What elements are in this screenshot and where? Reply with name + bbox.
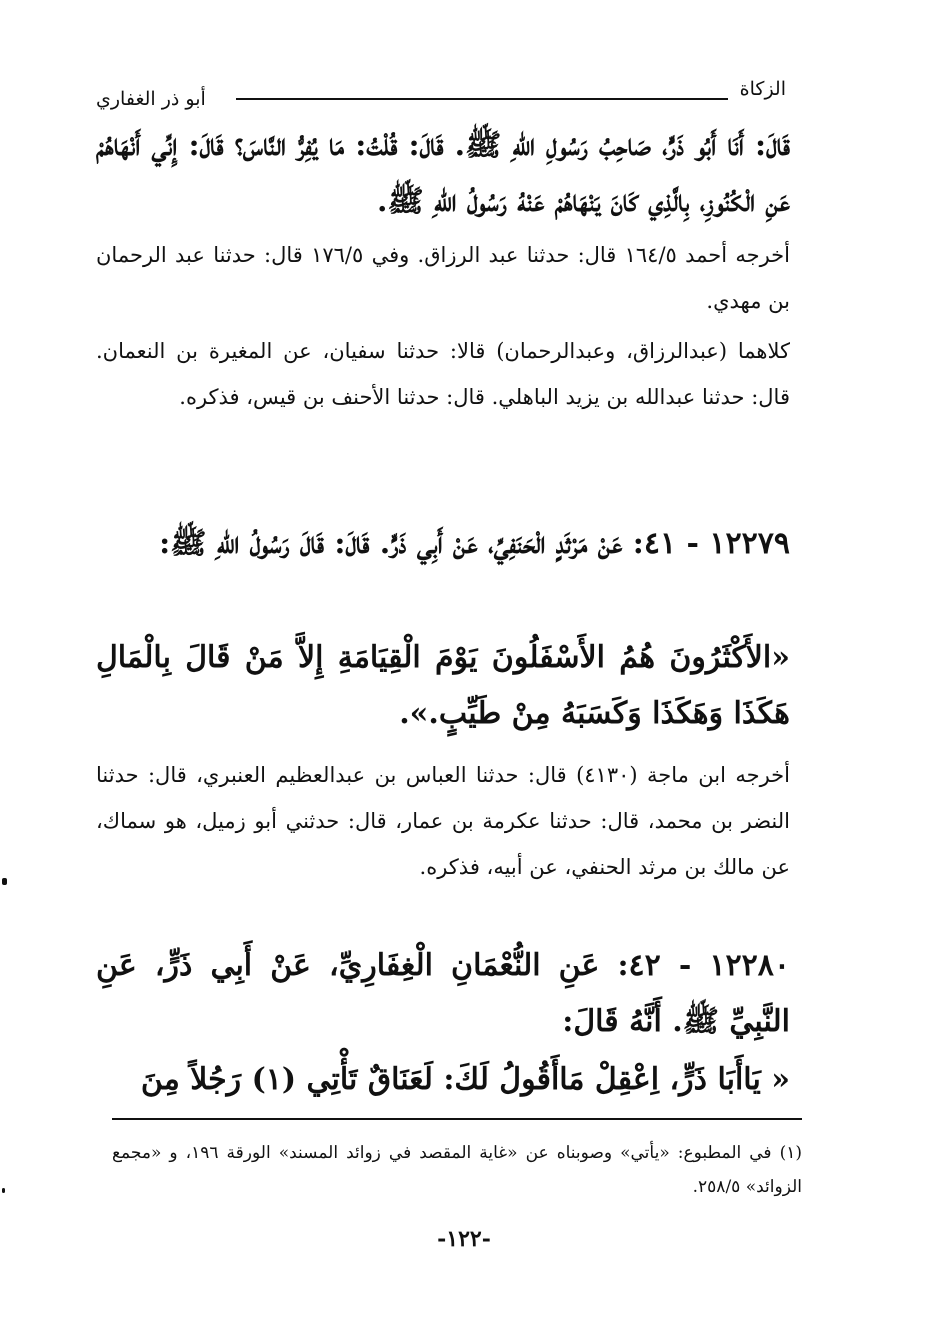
scan-speck xyxy=(2,1188,5,1193)
hadith-42-intro: ١٢٢٨٠ - ٤٢: عَنِ النُّعْمَانِ الْغِفَارِيِّ، عَنْ أَبِي ذَرٍّ، عَنِ النَّبِيِّ ﷺ. أَنَّهُ قَالَ: xyxy=(96,948,790,1039)
footnote-separator xyxy=(112,1118,802,1120)
hadith-42-text: « يَاأَبَا ذَرٍّ، اِعْقِلْ مَاأَقُولُ لَكَ: لَعَنَاقٌ تَأْتِي (١) رَجُلاً مِنَ xyxy=(140,1062,790,1097)
header-rule xyxy=(236,98,728,100)
chapter-title: الزكاة xyxy=(739,78,786,100)
scan-speck xyxy=(2,878,7,885)
running-header xyxy=(96,78,786,112)
hadith-40-text: قَالَ: أَنَا أَبُو ذَرٍّ، صَاحِبُ رَسُولِ اللهِ ﷺ. قَالَ: قُلْتُ: مَا يُفِرُّ النَّاسَ؟ قَالَ: إِنِّي أَنْهَاهُمْ عَنِ الْكُنُوزِ، بِالَّذِي كَانَ يَنْهَاهُمْ عَنْهُ رَسُولُ اللهِ ﷺ. xyxy=(96,128,790,219)
takhrij-41-paragraph: أخرجه ابن ماجة (٤١٣٠) قال: حدثنا العباس بن عبدالعظيم العنبري، قال: حدثنا النضر بن محمد، قال: حدثنا عكرمة بن عمار، قال: حدثني أبو زميل، هو سماك، عن مالك بن مرثد الحنفي، عن أبيه، فذكره. xyxy=(96,763,790,879)
takhrij-40-paragraph-1: أخرجه أحمد ١٦٤/٥ قال: حدثنا عبد الرزاق. وفي ١٧٦/٥ قال: حدثنا عبد الرحمان بن مهدي. xyxy=(96,243,790,313)
narrator-title: أبو ذر الغفاري xyxy=(96,88,206,110)
takhrij-40-paragraph-2: كلاهما (عبدالرزاق، وعبدالرحمان) قالا: حدثنا سفيان، عن المغيرة بن النعمان. قال: حدثنا عبدالله بن يزيد الباهلي. قال: حدثنا الأحنف بن قيس، فذكره. xyxy=(96,339,790,409)
hadith-41-intro: ١٢٢٧٩ - ٤١: عَنْ مَرْثَدٍ الْحَنَفِيِّ، عَنْ أَبِي ذَرٍّ. قَالَ: قَالَ رَسُولُ اللهِ ﷺ: xyxy=(159,526,790,561)
footnote-1: (١) في المطبوع: «يأتي» وصوبناه عن «غاية المقصد في زوائد المسند» الورقة ١٩٦، و «مجمع الزوائد» ٢٥٨/٥. xyxy=(112,1143,802,1197)
page-number: -١٢٢- xyxy=(437,1226,491,1252)
hadith-41-text: «الأَكْثَرُونَ هُمُ الأَسْفَلُونَ يَوْمَ الْقِيَامَةِ إِلاَّ مَنْ قَالَ بِالْمَالِ هَكَذَا وَهَكَذَا وَكَسَبَهُ مِنْ طَيِّبٍ.». xyxy=(96,640,790,731)
